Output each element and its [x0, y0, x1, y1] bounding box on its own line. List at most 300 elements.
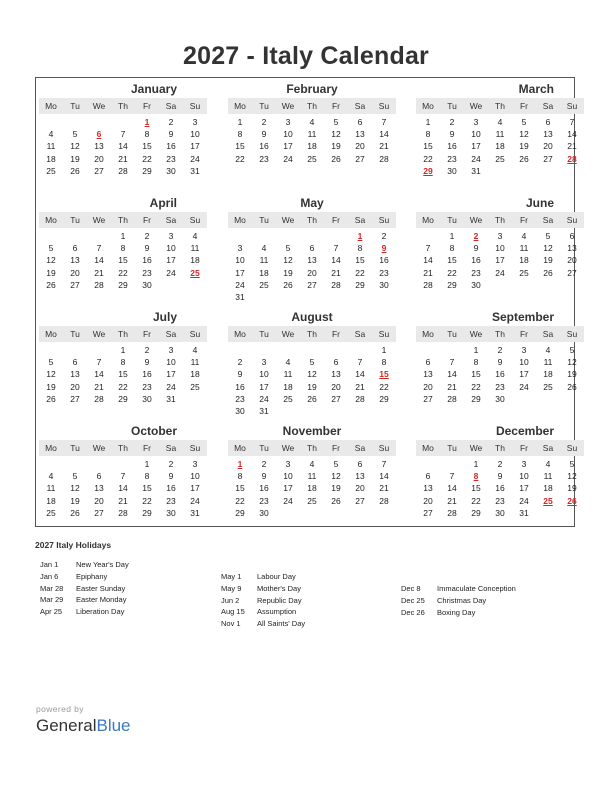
day: 3	[192, 459, 198, 469]
holiday-day: 6	[96, 129, 102, 140]
day: 10	[235, 255, 245, 266]
weekday-label: Sa	[354, 215, 366, 225]
day: 5	[521, 117, 527, 127]
day: 9	[168, 129, 174, 140]
day: 5	[309, 357, 315, 368]
day: 4	[48, 471, 54, 482]
weekday-header	[228, 440, 396, 456]
month-name: February	[286, 82, 338, 96]
day: 22	[142, 495, 152, 506]
day: 8	[237, 471, 243, 482]
empty-day	[416, 231, 440, 243]
day: 18	[543, 483, 553, 494]
day: 23	[142, 381, 152, 392]
weekday-label: Mo	[422, 101, 434, 111]
day: 23	[495, 495, 505, 506]
weekday-label: We	[281, 101, 295, 111]
day: 16	[471, 255, 481, 266]
holiday-date: May 1	[221, 572, 242, 581]
day: 9	[144, 243, 150, 254]
day: 26	[70, 165, 80, 176]
day: 9	[449, 129, 455, 140]
day: 30	[495, 507, 505, 518]
day: 2	[261, 459, 267, 469]
day-grid	[39, 231, 207, 292]
day: 13	[355, 129, 365, 140]
weekday-label: Mo	[422, 443, 434, 453]
day: 24	[519, 495, 529, 506]
weekday-label: Su	[378, 443, 390, 453]
day: 29	[142, 165, 152, 176]
holiday-date: Aug 15	[221, 607, 245, 617]
day: 30	[142, 393, 152, 404]
day: 29	[142, 507, 152, 518]
day: 15	[118, 369, 128, 380]
day: 13	[543, 129, 553, 140]
day: 19	[331, 141, 341, 152]
day: 26	[543, 267, 553, 278]
day: 28	[94, 393, 104, 404]
day: 14	[118, 483, 128, 494]
day: 16	[495, 369, 505, 380]
weekday-label: Su	[566, 101, 578, 111]
day: 19	[46, 267, 56, 278]
day: 15	[355, 255, 365, 266]
empty-day	[440, 459, 464, 471]
weekday-header	[228, 98, 396, 114]
day-grid	[416, 345, 584, 406]
day: 22	[235, 495, 245, 506]
month-september	[416, 310, 584, 406]
day: 17	[471, 141, 481, 152]
weekday-label: Fr	[142, 443, 152, 453]
weekday-label: Fr	[519, 329, 529, 339]
day: 6	[569, 231, 575, 241]
day: 22	[423, 153, 433, 164]
holiday-day: 8	[473, 471, 479, 482]
holiday-date: Jan 1	[40, 560, 59, 569]
day: 29	[235, 507, 245, 518]
holiday-item	[221, 595, 305, 607]
weekday-header	[416, 440, 584, 456]
weekday-label: Su	[566, 443, 578, 453]
day: 2	[261, 117, 267, 127]
day: 25	[259, 279, 269, 290]
month-name: January	[130, 82, 177, 96]
weekday-label: Sa	[354, 101, 366, 111]
day: 29	[118, 393, 128, 404]
day: 27	[355, 153, 365, 164]
day: 12	[307, 369, 317, 380]
holiday-date: May 9	[221, 583, 242, 593]
day: 7	[120, 471, 126, 482]
day: 27	[307, 279, 317, 290]
day: 12	[331, 129, 341, 140]
day: 27	[423, 393, 433, 404]
month-name: August	[291, 310, 333, 324]
day: 18	[190, 255, 200, 266]
day: 21	[118, 153, 128, 164]
day: 7	[357, 357, 363, 368]
empty-day	[300, 345, 324, 357]
day: 12	[543, 243, 553, 254]
day: 6	[425, 357, 431, 368]
empty-day	[416, 345, 440, 357]
day: 20	[423, 495, 433, 506]
day-grid	[228, 459, 396, 520]
weekday-label: Sa	[165, 329, 177, 339]
weekday-label: Tu	[447, 443, 457, 453]
day: 16	[166, 483, 176, 494]
day: 12	[567, 357, 577, 368]
day-grid	[228, 117, 396, 166]
day: 8	[425, 129, 431, 140]
day-grid	[416, 117, 584, 178]
empty-day	[111, 459, 135, 471]
day-grid	[416, 459, 584, 520]
day: 10	[519, 471, 529, 482]
day: 7	[449, 471, 455, 482]
day: 18	[495, 141, 505, 152]
page-title: 2027 - Italy Calendar	[183, 42, 429, 70]
day: 29	[355, 279, 365, 290]
day: 30	[166, 507, 176, 518]
day: 10	[190, 129, 200, 140]
day: 26	[283, 279, 293, 290]
weekday-label: Th	[118, 215, 128, 225]
day: 19	[519, 141, 529, 152]
holiday-item	[40, 571, 129, 583]
day: 20	[331, 381, 341, 392]
holiday-item	[40, 559, 129, 571]
holiday-date: Mar 28	[40, 583, 64, 593]
day: 5	[72, 129, 78, 140]
month-name: November	[282, 424, 342, 438]
day: 19	[567, 369, 577, 380]
month-march	[416, 82, 584, 178]
holiday-day: 28	[567, 153, 577, 164]
day-grid	[416, 231, 584, 292]
weekday-label: Fr	[331, 215, 341, 225]
day: 2	[449, 117, 455, 127]
empty-day	[324, 231, 348, 243]
weekday-label: We	[92, 101, 106, 111]
day: 28	[447, 507, 457, 518]
day: 17	[519, 483, 529, 494]
day: 4	[521, 231, 527, 241]
day: 19	[70, 153, 80, 164]
day: 3	[168, 345, 174, 355]
month-name: September	[491, 310, 554, 324]
day: 25	[307, 153, 317, 164]
empty-day	[39, 459, 63, 471]
day: 16	[447, 141, 457, 152]
day: 1	[473, 459, 479, 469]
holiday-name: Epiphany	[76, 571, 108, 581]
weekday-label: Fr	[331, 329, 341, 339]
day: 24	[259, 393, 269, 404]
day: 10	[190, 471, 200, 482]
day: 6	[309, 243, 315, 254]
day: 31	[519, 507, 529, 518]
empty-day	[39, 345, 63, 357]
day: 3	[521, 459, 527, 469]
brand-logo	[36, 704, 131, 736]
day: 23	[471, 267, 481, 278]
day: 7	[381, 117, 387, 127]
day: 2	[144, 345, 150, 355]
day: 9	[261, 471, 267, 482]
day: 24	[283, 153, 293, 164]
day: 16	[259, 141, 269, 152]
weekday-label: Fr	[519, 443, 529, 453]
day: 17	[190, 141, 200, 152]
day: 24	[519, 381, 529, 392]
day: 24	[235, 279, 245, 290]
empty-day	[39, 117, 63, 129]
day: 9	[497, 357, 503, 368]
day: 11	[519, 243, 529, 254]
weekday-label: Tu	[447, 101, 457, 111]
holiday-name: Easter Monday	[76, 595, 127, 605]
day: 1	[120, 345, 126, 355]
day: 12	[46, 255, 56, 266]
day: 10	[283, 129, 293, 140]
holiday-item	[40, 606, 129, 618]
day: 1	[425, 117, 431, 127]
day: 2	[497, 345, 503, 355]
day: 27	[543, 153, 553, 164]
day: 11	[307, 129, 317, 140]
day: 31	[471, 165, 481, 176]
day: 6	[545, 117, 551, 127]
day: 5	[333, 459, 339, 469]
holiday-date: Dec 26	[401, 607, 425, 617]
weekday-label: Tu	[70, 101, 80, 111]
month-january	[39, 82, 207, 178]
day: 30	[495, 393, 505, 404]
day: 18	[259, 267, 269, 278]
holiday-day: 25	[543, 495, 553, 506]
day: 24	[471, 153, 481, 164]
weekday-label: Tu	[447, 329, 457, 339]
day: 4	[545, 459, 551, 469]
day: 10	[519, 357, 529, 368]
day: 15	[235, 141, 245, 152]
day: 17	[283, 141, 293, 152]
day: 22	[142, 153, 152, 164]
holiday-name: Christmas Day	[437, 595, 487, 605]
day: 14	[118, 141, 128, 152]
weekday-label: We	[92, 215, 106, 225]
day: 30	[259, 507, 269, 518]
holiday-name: New Year's Day	[76, 560, 129, 569]
day: 30	[235, 405, 245, 416]
day: 18	[543, 369, 553, 380]
empty-day	[228, 345, 252, 357]
day: 2	[168, 117, 174, 127]
weekday-label: Fr	[142, 215, 152, 225]
month-february	[228, 82, 396, 166]
day: 22	[471, 495, 481, 506]
day: 10	[259, 369, 269, 380]
weekday-label: Fr	[331, 101, 341, 111]
weekday-label: Su	[378, 215, 390, 225]
day: 7	[120, 129, 126, 140]
day: 11	[46, 483, 56, 494]
holiday-name: Assumption	[257, 607, 297, 617]
empty-day	[111, 117, 135, 129]
weekday-label: Tu	[447, 215, 457, 225]
day: 4	[192, 345, 198, 355]
weekday-label: Fr	[142, 329, 152, 339]
day: 28	[118, 507, 128, 518]
day: 17	[166, 369, 176, 380]
day: 31	[235, 291, 245, 302]
day: 8	[120, 357, 126, 368]
day: 1	[381, 345, 387, 355]
day: 8	[120, 243, 126, 254]
weekday-header	[39, 326, 207, 342]
day: 13	[423, 369, 433, 380]
weekday-header	[39, 212, 207, 228]
day: 12	[70, 483, 80, 494]
day: 11	[307, 471, 317, 482]
holiday-item	[40, 594, 129, 606]
weekday-label: Mo	[234, 101, 246, 111]
day: 25	[46, 165, 56, 176]
day: 12	[567, 471, 577, 482]
day: 4	[285, 357, 291, 368]
day: 3	[285, 117, 291, 127]
day: 22	[355, 267, 365, 278]
day: 25	[283, 393, 293, 404]
weekday-label: Sa	[354, 443, 366, 453]
day: 4	[192, 231, 198, 241]
day: 11	[283, 369, 293, 380]
day: 12	[70, 141, 80, 152]
empty-day	[87, 231, 111, 243]
day: 15	[423, 141, 433, 152]
day: 23	[259, 495, 269, 506]
day: 13	[70, 255, 80, 266]
weekday-label: Sa	[542, 101, 554, 111]
month-name: July	[152, 310, 177, 324]
day: 18	[46, 153, 56, 164]
day: 6	[357, 117, 363, 127]
holiday-list	[401, 583, 516, 618]
holiday-name: Immaculate Conception	[437, 584, 516, 593]
day: 13	[94, 483, 104, 494]
weekday-label: We	[281, 215, 295, 225]
empty-day	[228, 231, 252, 243]
holiday-date: Dec 8	[401, 584, 421, 593]
day: 13	[567, 243, 577, 254]
day: 21	[379, 141, 389, 152]
weekday-label: Th	[118, 329, 128, 339]
holiday-day: 1	[144, 117, 150, 127]
brand-name: GeneralBlue	[36, 716, 131, 735]
month-april	[39, 196, 207, 292]
empty-day	[440, 345, 464, 357]
day-grid	[39, 459, 207, 520]
day: 30	[166, 165, 176, 176]
day: 17	[166, 255, 176, 266]
weekday-label: Tu	[259, 101, 269, 111]
holiday-name: All Saints' Day	[257, 619, 306, 629]
day: 27	[70, 393, 80, 404]
holiday-item	[221, 571, 305, 583]
weekday-label: We	[92, 443, 106, 453]
empty-day	[63, 459, 87, 471]
day: 10	[166, 243, 176, 254]
day: 17	[495, 255, 505, 266]
weekday-label: Su	[566, 215, 578, 225]
day: 1	[120, 231, 126, 241]
day: 9	[261, 129, 267, 140]
day: 21	[94, 381, 104, 392]
holiday-date: Dec 25	[401, 595, 425, 605]
day: 10	[166, 357, 176, 368]
day: 17	[190, 483, 200, 494]
weekday-label: Tu	[70, 329, 80, 339]
day: 14	[567, 129, 577, 140]
day: 13	[94, 141, 104, 152]
day: 19	[283, 267, 293, 278]
weekday-label: We	[281, 443, 295, 453]
month-august	[228, 310, 396, 418]
day: 20	[70, 267, 80, 278]
day: 25	[495, 153, 505, 164]
day: 23	[142, 267, 152, 278]
day-grid	[39, 345, 207, 406]
holiday-name: Republic Day	[257, 595, 302, 605]
holiday-name: Liberation Day	[76, 607, 125, 617]
month-name: June	[525, 196, 554, 210]
day: 28	[447, 393, 457, 404]
weekday-label: Tu	[70, 215, 80, 225]
day: 4	[309, 459, 315, 469]
day: 21	[423, 267, 433, 278]
holiday-item	[221, 606, 305, 618]
day: 14	[355, 369, 365, 380]
empty-day	[63, 345, 87, 357]
calendar-frame	[35, 77, 578, 527]
day: 19	[46, 381, 56, 392]
day: 26	[46, 279, 56, 290]
weekday-label: Sa	[542, 443, 554, 453]
day: 20	[355, 141, 365, 152]
day: 14	[379, 471, 389, 482]
month-may	[228, 196, 396, 304]
weekday-label: Sa	[165, 443, 177, 453]
holiday-day: 29	[423, 165, 433, 176]
day: 13	[307, 255, 317, 266]
day: 5	[72, 471, 78, 482]
weekday-label: Th	[118, 443, 128, 453]
day: 1	[144, 459, 150, 469]
weekday-label: Sa	[165, 101, 177, 111]
day: 15	[471, 369, 481, 380]
day: 20	[543, 141, 553, 152]
weekday-label: Su	[566, 329, 578, 339]
day: 3	[237, 243, 243, 254]
day: 21	[94, 267, 104, 278]
day: 21	[331, 267, 341, 278]
day: 8	[357, 243, 363, 254]
day: 4	[48, 129, 54, 140]
day: 22	[118, 267, 128, 278]
